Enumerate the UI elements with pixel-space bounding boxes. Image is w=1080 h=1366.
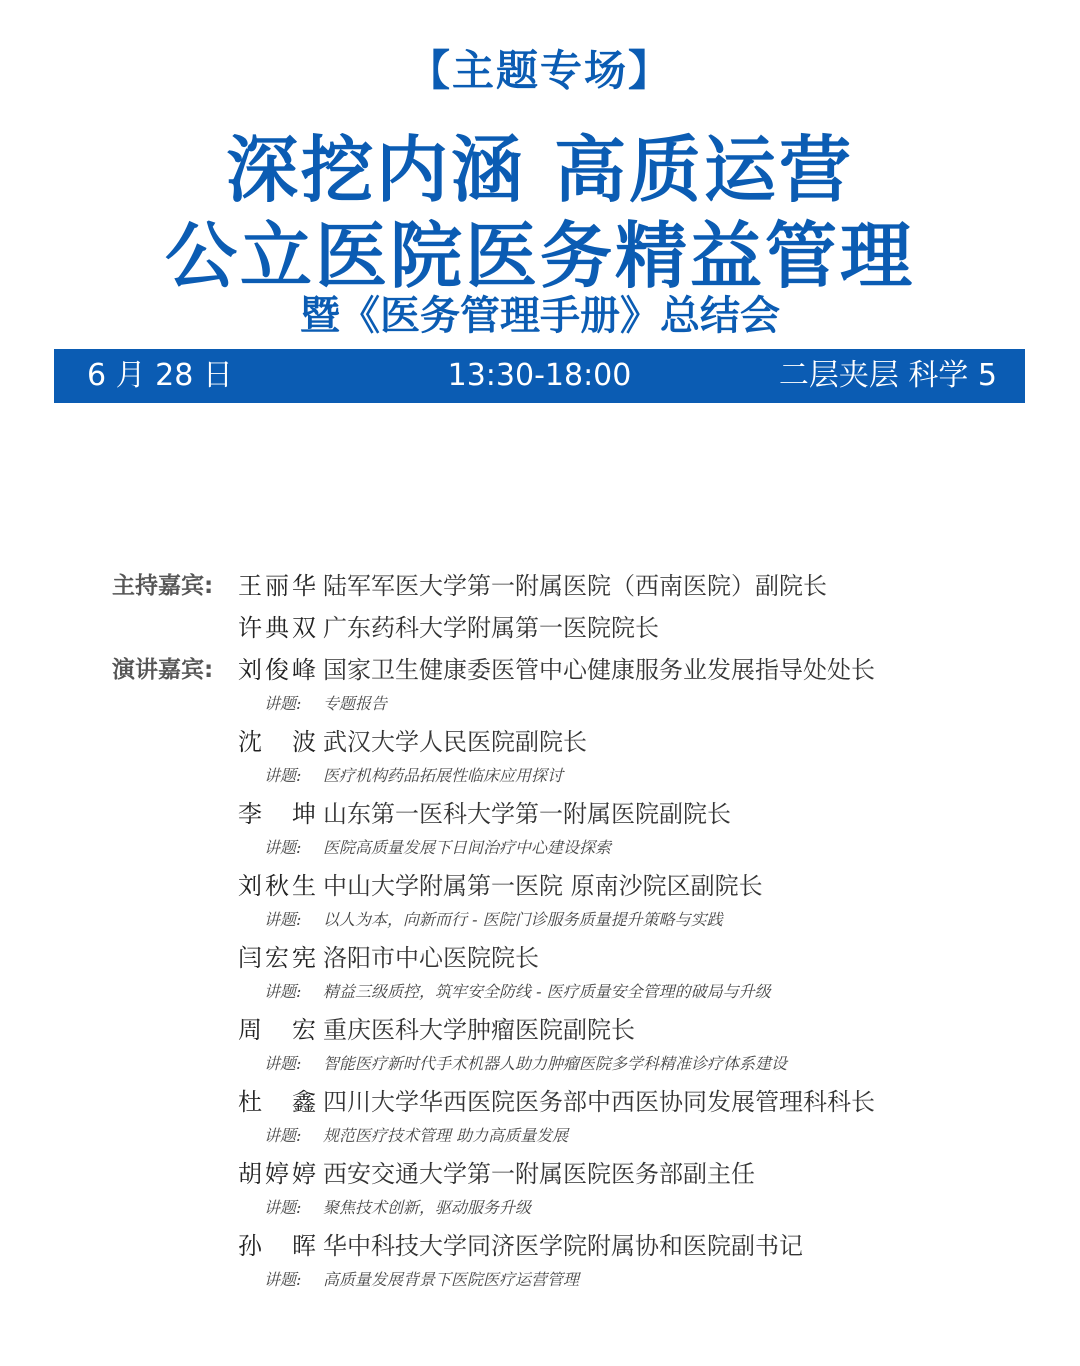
speaker-row: [0, 1225, 1080, 1267]
info-date: 6 月 28 日: [87, 358, 233, 393]
speaker-row: [0, 865, 1080, 907]
speaker-org: 武汉大学人民医院副院长: [323, 728, 587, 756]
topic-text: 规范医疗技术管理 助力高质量发展: [323, 1126, 569, 1145]
topic-text: 以人为本，向新而行 - 医院门诊服务质量提升策略与实践: [323, 910, 723, 929]
topic-label: 讲题:: [264, 694, 302, 713]
speaker-row: [0, 1081, 1080, 1123]
topic-text: 智能医疗新时代手术机器人助力肿瘤医院多学科精准诊疗体系建设: [323, 1054, 788, 1073]
topic-label: 讲题:: [264, 982, 302, 1001]
speaker-name: 沈波: [238, 728, 316, 756]
speaker-name: 刘俊峰: [238, 656, 316, 684]
topic-text: 医疗机构药品拓展性临床应用探讨: [323, 766, 564, 785]
host-name: 许典双: [238, 614, 316, 642]
info-venue: 二层夹层 科学 5: [778, 358, 997, 393]
host-row: [0, 565, 1080, 607]
speaker-name: 孙晖: [238, 1232, 316, 1260]
speaker-org: 西安交通大学第一附属医院医务部副主任: [323, 1160, 755, 1188]
speaker-name: 杜鑫: [238, 1088, 316, 1116]
speaker-org: 华中科技大学同济医学院附属协和医院副书记: [323, 1232, 803, 1260]
theme-tag: 【主题专场】: [407, 46, 672, 95]
speaker-topic: [0, 1051, 1080, 1081]
speaker-name: 周宏: [238, 1016, 316, 1044]
topic-label: 讲题:: [264, 1270, 302, 1289]
host-role-label: 主持嘉宾:: [112, 573, 214, 599]
speaker-topic: [0, 1195, 1080, 1225]
host-org: 广东药科大学附属第一医院院长: [323, 614, 659, 642]
speaker-name: 李坤: [238, 800, 316, 828]
subtitle: 暨《医务管理手册》总结会: [300, 293, 780, 339]
speaker-org: 国家卫生健康委医管中心健康服务业发展指导处处长: [323, 656, 875, 684]
speaker-topic: [0, 1123, 1080, 1153]
topic-label: 讲题:: [264, 766, 302, 785]
speaker-role-label: 演讲嘉宾:: [112, 657, 214, 683]
speaker-row: [0, 1009, 1080, 1051]
topic-label: 讲题:: [264, 910, 302, 929]
topic-text: 精益三级质控，筑牢安全防线 - 医疗质量安全管理的破局与升级: [323, 982, 771, 1001]
speaker-org: 四川大学华西医院医务部中西医协同发展管理科科长: [323, 1088, 875, 1116]
topic-text: 医院高质量发展下日间治疗中心建设探索: [323, 838, 612, 857]
host-name: 王丽华: [238, 572, 316, 600]
speaker-org: 洛阳市中心医院院长: [323, 944, 539, 972]
info-bar: [54, 349, 1025, 403]
title-line-2: 公立医院医务精益管理: [164, 214, 915, 298]
speaker-row: [0, 721, 1080, 763]
speaker-topic: [0, 691, 1080, 721]
topic-label: 讲题:: [264, 1054, 302, 1073]
topic-text: 聚焦技术创新，驱动服务升级: [323, 1198, 532, 1217]
topic-label: 讲题:: [264, 1198, 302, 1217]
info-time: 13:30-18:00: [447, 358, 632, 393]
speaker-org: 山东第一医科大学第一附属医院副院长: [323, 800, 731, 828]
topic-label: 讲题:: [264, 838, 302, 857]
speaker-topic: [0, 907, 1080, 937]
speaker-org: 中山大学附属第一医院 原南沙院区副院长: [323, 872, 763, 900]
speaker-org: 重庆医科大学肿瘤医院副院长: [323, 1016, 635, 1044]
host-row: [0, 607, 1080, 649]
topic-text: 专题报告: [323, 694, 388, 713]
topic-text: 高质量发展背景下医院医疗运营管理: [323, 1270, 580, 1289]
title-line-1: 深挖内涵 高质运营: [225, 128, 855, 212]
speaker-name: 刘秋生: [238, 872, 316, 900]
speaker-topic: [0, 763, 1080, 793]
program-list: [0, 565, 1080, 1297]
host-org: 陆军军医大学第一附属医院（西南医院）副院长: [323, 572, 827, 600]
speaker-topic: [0, 835, 1080, 865]
speaker-row: [0, 937, 1080, 979]
speaker-row: [0, 649, 1080, 691]
speaker-topic: [0, 1267, 1080, 1297]
speaker-row: [0, 1153, 1080, 1195]
speaker-name: 闫宏宪: [238, 944, 316, 972]
speaker-topic: [0, 979, 1080, 1009]
speaker-row: [0, 793, 1080, 835]
topic-label: 讲题:: [264, 1126, 302, 1145]
speaker-name: 胡婷婷: [238, 1160, 316, 1188]
